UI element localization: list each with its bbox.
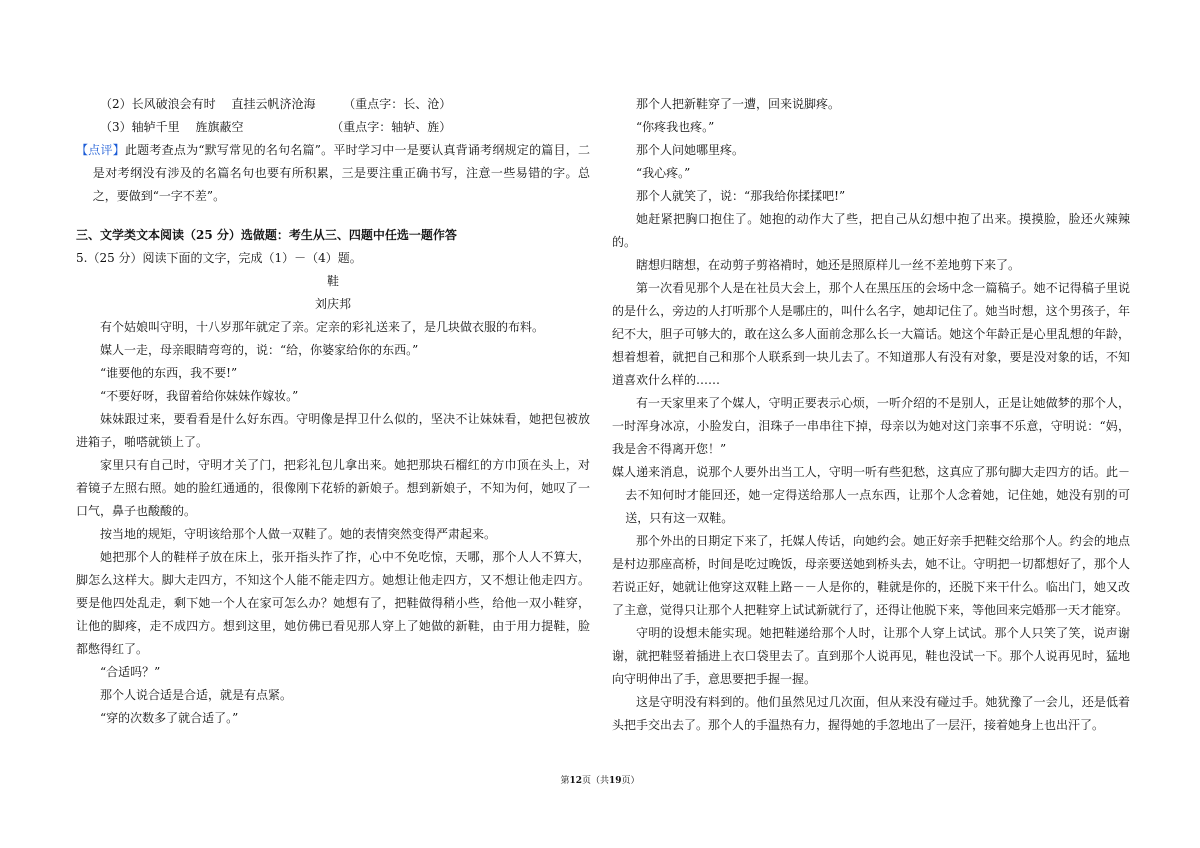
page-total: 19: [609, 776, 622, 786]
footer-mid: 页（共: [581, 776, 609, 786]
story-paragraph: “我心疼。”: [636, 166, 691, 180]
story-paragraph: 这是守明没有料到的。他们虽然见过几次面，但从来没有碰过手。她犹豫了一会儿，还是低着头把手交出去了。那个人的手温热有力，握得她的手忽地出了一层汗，接着她身上也出汗了。: [612, 695, 1130, 732]
story-paragraph: 家里只有自己时，守明才关了门，把彩礼包儿拿出来。她把那块石榴红的方巾顶在头上，对着镜子左照右照。她的脸红通通的，很像刚下花轿的新娘子。想到新娘子，不知为何，她叹了一口气，鼻子也酸酸的。: [76, 458, 590, 518]
story-paragraph: 那个人问她哪里疼。: [636, 143, 745, 157]
left-column: [76, 93, 590, 730]
story-paragraph: 媒人一走，母亲眼睛弯弯的，说：“给，你婆家给你的东西。”: [100, 343, 419, 357]
story-paragraph: 那个外出的日期定下来了，托媒人传话，向她约会。她正好亲手把鞋交给那个人。约会的地点是村边那座高桥，时间是吃过晚饭，母亲要送她到桥头去，她不让。守明把一切都想好了，那个人若说正好，她就让他穿这双鞋上路－－人是你的，鞋就是你的，还脱下来干什么。临出门，她又改了主意，觉得只让那个人把鞋穿上试试新就行了，还得让他脱下来，等他回来完婚那一天才能穿。: [612, 534, 1130, 617]
story-paragraph: “你疼我也疼。”: [636, 120, 715, 134]
question-prompt: 5.（25 分）阅读下面的文字，完成（1）－（4）题。: [76, 251, 362, 265]
story-paragraph: 守明的设想未能实现。她把鞋递给那个人时，让那个人穿上试试。那个人只笑了笑，说声谢谢，就把鞋竖着插进上衣口袋里去了。直到那个人说再见，鞋也没试一下。那个人说再见时，猛地向守明伸出了手，意思要把手握一握。: [612, 626, 1130, 686]
story-paragraph: 第一次看见那个人是在社员大会上，那个人在黑压压的会场中念一篇稿子。她不记得稿子里说的是什么，旁边的人打听那个人是哪庄的，叫什么名字，她却记住了。她当时想，这个男孩子，年纪不大，胆子可够大的，敢在这么多人面前念那么长一大篇话。她这个年龄正是心里乱想的年龄，想着想着，就把自己和那个人联系到一块儿去了。不知道那人有没有对象，要是没对象的话，不知道喜欢什么样的……: [612, 281, 1130, 387]
footer-prefix: 第: [560, 776, 570, 786]
answer-line-2: （2）长风破浪会有时 直挂云帆济沧海 （重点字：长、沧）: [100, 97, 452, 111]
story-paragraph: 媒人递来消息，说那个人要外出当工人，守明一听有些犯愁，这真应了那句脚大走四方的话。此－去不知何时才能回还，她一定得送给那人一点东西，让那个人念着她，记住她，她没有别的可送，只有这一双鞋。: [612, 465, 1130, 525]
section-heading: 三、文学类文本阅读（25 分）选做题：考生从三、四题中任选一题作答: [76, 228, 457, 242]
footer-suffix: 页）: [621, 776, 640, 786]
story-paragraph: 她赶紧把胸口抱住了。她抱的动作大了些，把自己从幻想中抱了出来。摸摸脸，脸还火辣辣的。: [612, 212, 1130, 249]
story-paragraph: 按当地的规矩，守明该给那个人做一双鞋了。她的表情突然变得严肃起来。: [100, 527, 497, 541]
story-paragraph: 有个姑娘叫守明，十八岁那年就定了亲。定亲的彩礼送来了，是几块做衣服的布料。: [100, 320, 545, 334]
story-paragraph: “不要好呀，我留着给你妹妹作嫁妆。”: [100, 389, 299, 403]
story-title: 鞋: [326, 274, 339, 288]
story-paragraph: 她把那个人的鞋样子放在床上，张开指头拃了拃，心中不免吃惊，天哪，那个人人不算大，脚怎么这样大。脚大走四方，不知这个人能不能走四方。她想让他走四方，又不想让他走四方。要是他四处乱走，剩下她一个人在家可怎么办？她想有了，把鞋做得稍小些，给他一双小鞋穿，让他的脚疼，走不成四方。想到这里，她仿佛已看见那人穿上了她做的新鞋，由于用力提鞋，脸都憋得红了。: [76, 550, 590, 656]
story-paragraph: 那个人就笑了，说：“那我给你揉揉吧!”: [636, 189, 846, 203]
page-number: 12: [569, 776, 582, 786]
story-paragraph: “合适吗？”: [100, 665, 161, 679]
story-paragraph: “穿的次数多了就合适了。”: [100, 711, 239, 725]
story-author: 刘庆邦: [314, 297, 351, 311]
story-paragraph: 那个人把新鞋穿了一遭，回来说脚疼。: [636, 97, 841, 111]
story-paragraph: 有一天家里来了个媒人，守明正要表示心烦，一听介绍的不是别人，正是让她做梦的那个人，一时浑身冰凉，小脸发白，泪珠子一串串往下掉，母亲以为她对这门亲事不乐意，守明说：“妈，我是舍不得离开您！”: [612, 396, 1130, 456]
page-footer: [0, 775, 1200, 787]
story-paragraph: 瞎想归瞎想，在动剪子剪袼褙时，她还是照原样儿一丝不差地剪下来了。: [636, 258, 1021, 272]
right-column: [612, 93, 1130, 737]
comment-tag: 【点评】: [76, 143, 125, 157]
story-paragraph: 妹妹跟过来，要看看是什么好东西。守明像是捍卫什么似的，坚决不让妹妹看，她把包被放进箱子，啪嗒就锁上了。: [76, 412, 590, 449]
story-paragraph: “谁要他的东西，我不要!”: [100, 366, 238, 380]
story-paragraph: 那个人说合适是合适，就是有点紧。: [100, 688, 293, 702]
comment-text: 此题考查点为“默写常见的名句名篇”。平时学习中一是要认真背诵考纲规定的篇目，二是对考纲没有涉及的名篇名句也要有所积累，三是要注重正确书写，注意一些易错的字。总之，要做到“一字不差”。: [92, 143, 590, 203]
comment-paragraph: [76, 139, 590, 208]
answer-line-3: （3）轴轳千里 旌旗蔽空 （重点字：轴轳、旌）: [100, 120, 452, 134]
